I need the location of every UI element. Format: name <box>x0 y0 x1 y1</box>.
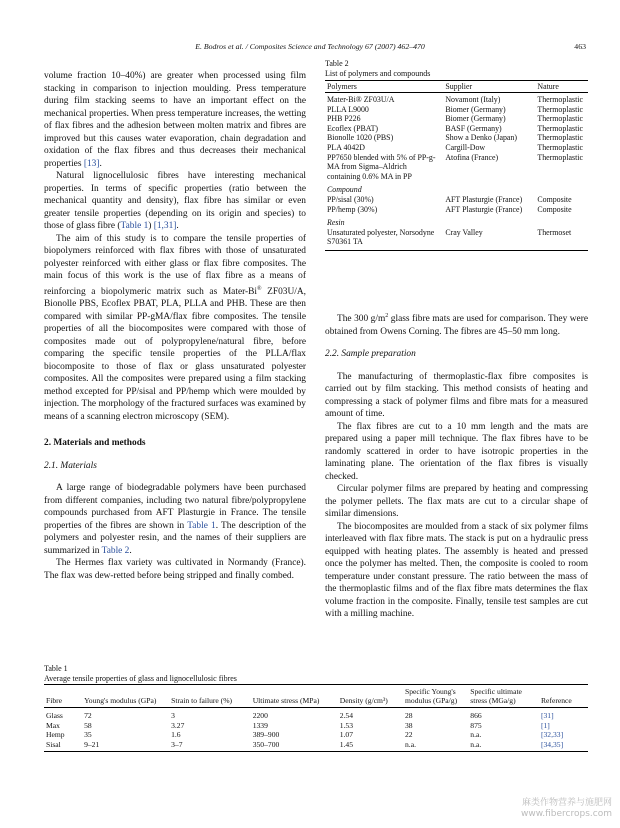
table-row: PP7650 blended with 5% of PP-g-MA from Sigma–Aldrich containing 0.6% MA in PP Atofina (France) Thermoplastic <box>327 152 583 181</box>
table-row: Sisal 9–21 3–7 350–700 1.45 n.a. n.a. [34,35] <box>44 740 588 752</box>
table-row: Ecoflex (PBAT) BASF (Germany) Thermoplastic <box>327 123 583 133</box>
table-link[interactable]: Table 1 <box>187 520 216 531</box>
paragraph: The biocomposites are moulded from a stack of six polymer films interleaved with flax fibre mats. The stack is put on a hydraulic press equipped with heating plates. The assembly is heated and pressed once the polymer has melted. Then, the composite is cooled to room temperature under constant pressure. The ratio between the mass of the thermoplastic films and of the flax fibre mats determines the flax volume fraction in the composite. Finally, tensile test samples are cut with a milling machine. <box>325 521 588 620</box>
citation-link[interactable]: [1,31] <box>153 221 177 231</box>
column-header: Reference <box>539 685 588 708</box>
column-header: Density (g/cm³) <box>338 685 403 708</box>
table-row: Glass 72 3 2200 2.54 28 866 [31] <box>44 708 588 721</box>
table-row: Mater-Bi® ZF03U/A Novamont (Italy) Thermoplastic <box>327 95 583 104</box>
paragraph: Circular polymer films are prepared by heating and compressing the polymer pellets. The flax mats are cut to a circular shape of similar dimensions. <box>325 484 588 520</box>
paragraph: A large range of biodegradable polymers have been purchased from different companies, including two natural fibre/polypropylene compounds purchased from AFT Plasturgie in France. The tensile properties of the fibres are shown in Table 1. The description of the polymers and polyester resin, and the names of their suppliers are summarized in Table 2. <box>44 483 307 556</box>
paragraph: The flax fibres are cut to a 10 mm length and the mats are prepared using a paper mill technique. The flax fibres have to be randomly scattered in order to have isotropic properties in the laminating plane. The orientation of the flax fibres is visually checked. <box>325 421 588 482</box>
table-row: PLLA L9000 Biomer (Germany) Thermoplastic <box>327 104 583 114</box>
subsection-heading: 2.2. Sample preparation <box>325 349 416 360</box>
column-header: Supplier <box>443 81 535 93</box>
table-row: Max 58 3.27 1339 1.53 38 875 [1] <box>44 721 588 731</box>
table-link[interactable]: Table 1 <box>120 221 149 231</box>
column-header: Polymers <box>325 81 443 93</box>
table1-caption: Table 1 Average tensile properties of glass and lignocellulosic fibres <box>44 664 237 683</box>
citation-link[interactable]: [13] <box>83 158 100 169</box>
column-header: Young's modulus (GPa) <box>82 685 169 708</box>
table-group-label: Resin <box>327 218 345 228</box>
table-link[interactable]: Table 2 <box>101 545 130 556</box>
column-header: Ultimate stress (MPa) <box>251 685 338 708</box>
paragraph: volume fraction 10–40%) are greater when processed using film stacking in comparison to injection moulding. Press temperature during film stacking seems to have an important effect on the mechanical properties. When press temperature increases, the wetting of flax fibres and the adhesion between molten matrix and fibres are improved but this causes water evaporation, chain degradation and oxidation of the flax fibres and thus decreases their mechanical properties [13]. <box>44 71 306 169</box>
paragraph: The 300 $g/m^2$ glass fibre mats are used for comparison. They were obtained from Owens Corning. The fibres are 45–50 mm long. <box>325 313 588 337</box>
paragraph: The manufacturing of thermoplastic-flax fibre composites is carried out by film stacking. This method consists of heating and compressing a stack of polymer films and fibre mats for a measured amount of time. <box>325 371 588 420</box>
table-row: Bionolle 1020 (PBS) Show a Denko (Japan) Thermoplastic <box>327 133 583 143</box>
citation-link[interactable]: [34,35] <box>539 740 588 752</box>
citation-link[interactable]: [1] <box>540 720 550 730</box>
journal-citation: E. Bodros et al. / Composites Science and Technology 67 (2007) 462–470 <box>195 42 425 51</box>
column-header: Nature <box>535 81 588 93</box>
table-row: PLA 4042D Cargill-Dow Thermoplastic <box>327 142 583 152</box>
paragraph: The Hermes flax variety was cultivated in Normandy (France). The flax was dew-retted before being stripped and finally combed. <box>44 558 306 581</box>
table2-caption: Table 2 List of polymers and compounds <box>325 59 431 78</box>
page-number: 463 <box>574 42 586 51</box>
citation-link[interactable]: [32,33] <box>540 730 564 739</box>
paragraph: Natural lignocellulosic fibres have interesting mechanical properties. In terms of specific properties (ratio between the mechanical quantity and density), flax fibre has similar or even greater tensile properties (depending on its origin and species) to those of glass fibre (Table 1) [1,31]. <box>44 171 306 231</box>
running-header <box>0 42 620 54</box>
table-row: PP/hemp (30%) AFT Plasturgie (France) Composite <box>327 204 572 214</box>
citation-link[interactable]: [31] <box>540 711 554 720</box>
table-row: PP/sisal (30%) AFT Plasturgie (France) Composite <box>327 194 572 204</box>
table-1 <box>44 684 588 752</box>
paragraph: The aim of this study is to compare the tensile properties of biopolymers reinforced with flax fibres with those of unsaturated polyester reinforced with either glass or flax fibre composites. The main focus of this work is the use of flax fibre as a means of reinforcing a biopolymeric matrix such as Mater-Bi® ZF03U/A, Bionolle PBS, Ecoflex PBAT, PLA, PLLA and PHB. These are then compared with similar PP-gMA/flax fibre composites. The tensile properties of all the biocomposites were compared with those of composites made out of polypropylene/natural fibre, before comparing the specific tensile properties of the PLLA/flax biocomposite to those of flax or glass unsaturated polyester composites. All the composites were prepared using a film stacking method excepted for PP/sisal and PP/hemp which were moulded by injection. The morphology of the fractured surfaces was examined by means of a scanning electron microscopy (SEM). <box>44 233 306 422</box>
table-2 <box>325 80 588 251</box>
subsection-heading: 2.1. Materials <box>44 460 97 471</box>
table-row: PHB P226 Biomer (Germany) Thermoplastic <box>327 114 583 124</box>
site-watermark: 麻类作物营养与施肥网 www.fibercrops.com <box>521 798 612 819</box>
table-group-label: Compound <box>327 185 362 195</box>
table-row: Hemp 35 1.6 389–900 1.07 22 n.a. [32,33] <box>44 730 588 740</box>
column-header: Specific ultimate stress (MGa/g) <box>468 685 539 708</box>
left-column <box>44 70 306 582</box>
right-column <box>325 310 588 621</box>
section-heading: 2. Materials and methods <box>44 438 146 449</box>
column-header: Fibre <box>44 685 82 708</box>
table-row: Unsaturated polyester, Norsodyne S70361 TA Cray Valley Thermoset <box>325 228 588 251</box>
column-header: Specific Young's modulus (GPa/g) <box>403 685 468 708</box>
column-header: Strain to failure (%) <box>169 685 251 708</box>
